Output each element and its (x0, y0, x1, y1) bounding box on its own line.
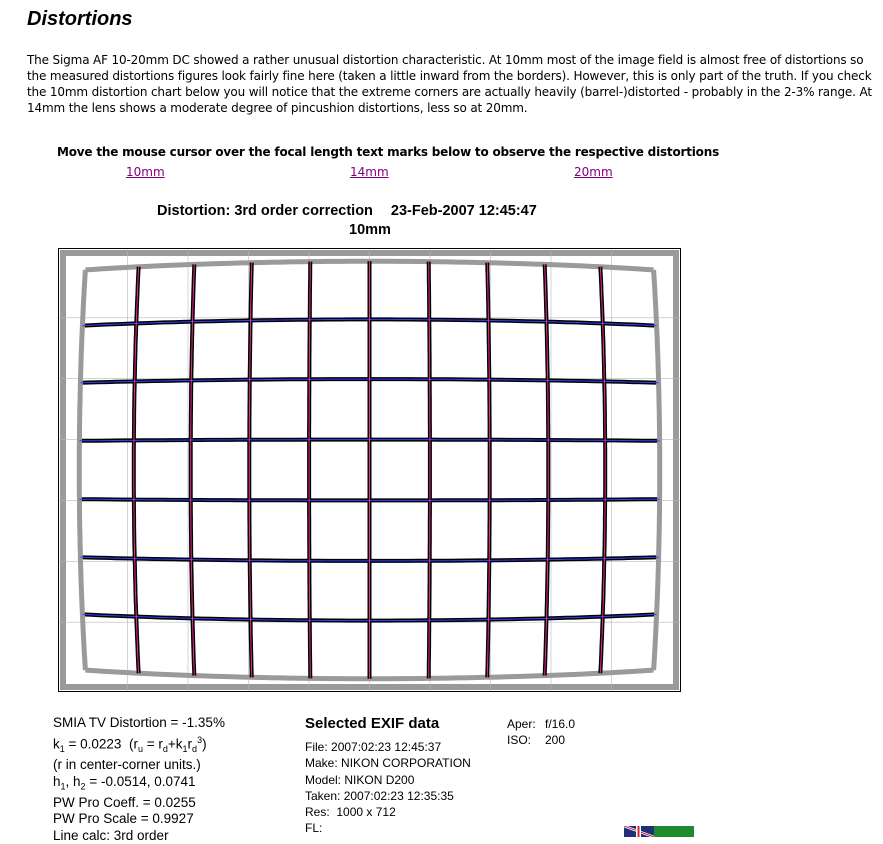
pw-pro-scale: PW Pro Scale = 0.9927 (53, 811, 194, 827)
chart-title: Distortion: 3rd order correction (157, 203, 373, 219)
section-title: Distortions (27, 8, 133, 30)
distortion-stats (53, 715, 298, 844)
measured-column-line (79, 270, 85, 670)
pw-pro-coeff: PW Pro Coeff. = 0.0255 (53, 794, 196, 810)
exif-aperture: Aper: f/16.0 (507, 717, 576, 731)
intro-paragraph: The Sigma AF 10-20mm DC showed a rather unusual distortion characteristic. At 10mm most of the image field is almost free of distortions so the measured distortions figures look fairly fine here (taken a little inward from the borders). However, this is only part of the truth. If you check the 10mm distortion chart below you will notice that the extreme corners are actually heavily (barrel-)distorted - probably in the 2-3% range. At 14mm the lens shows a moderate degree of pincushion distortions, less so at 20mm. (27, 53, 872, 115)
exif-res: Res: 1000 x 712 (305, 805, 396, 820)
focal-link-20mm[interactable]: 20mm (574, 165, 613, 179)
smia-distortion: SMIA TV Distortion = -1.35% (53, 715, 225, 730)
exif-make: Make: NIKON CORPORATION (305, 756, 471, 771)
chart-title-row (157, 203, 597, 219)
exif-heading: Selected EXIF data (305, 715, 440, 732)
exif-fl: FL: (305, 821, 323, 836)
focal-link-14mm[interactable]: 14mm (350, 165, 389, 179)
units-note: (r in center-corner units.) (53, 757, 201, 773)
exif-taken: Taken: 2007:02:23 12:35:35 (305, 788, 454, 803)
chart-timestamp: 23-Feb-2007 12:45:47 (390, 203, 537, 219)
line-calc: Line calc: 3rd order (53, 827, 169, 843)
measured-column-line (654, 270, 660, 670)
exif-file: File: 2007:02:23 12:45:37 (305, 740, 442, 754)
k1-coefficient: $k_1 = 0.0223$ $(r_u = r_d+k_1r_d^3)$ (53, 734, 207, 754)
distortion-chart (58, 248, 681, 692)
focal-link-10mm[interactable]: 10mm (126, 165, 165, 179)
exif-model: Model: NIKON D200 (305, 772, 415, 787)
exif-data (305, 739, 471, 837)
chart-focal-length: 10mm (349, 222, 391, 238)
flag-icon (624, 826, 694, 837)
h-coefficients: $h_1$, $h_2 = -0.0514$, 0.0741 (53, 773, 196, 792)
exif-iso: ISO: 200 (507, 733, 566, 747)
focal-instruction: Move the mouse cursor over the focal length text marks below to observe the respective distortions (57, 145, 720, 159)
distortion-chart-svg (59, 249, 680, 691)
exif-aper-iso (507, 716, 575, 748)
